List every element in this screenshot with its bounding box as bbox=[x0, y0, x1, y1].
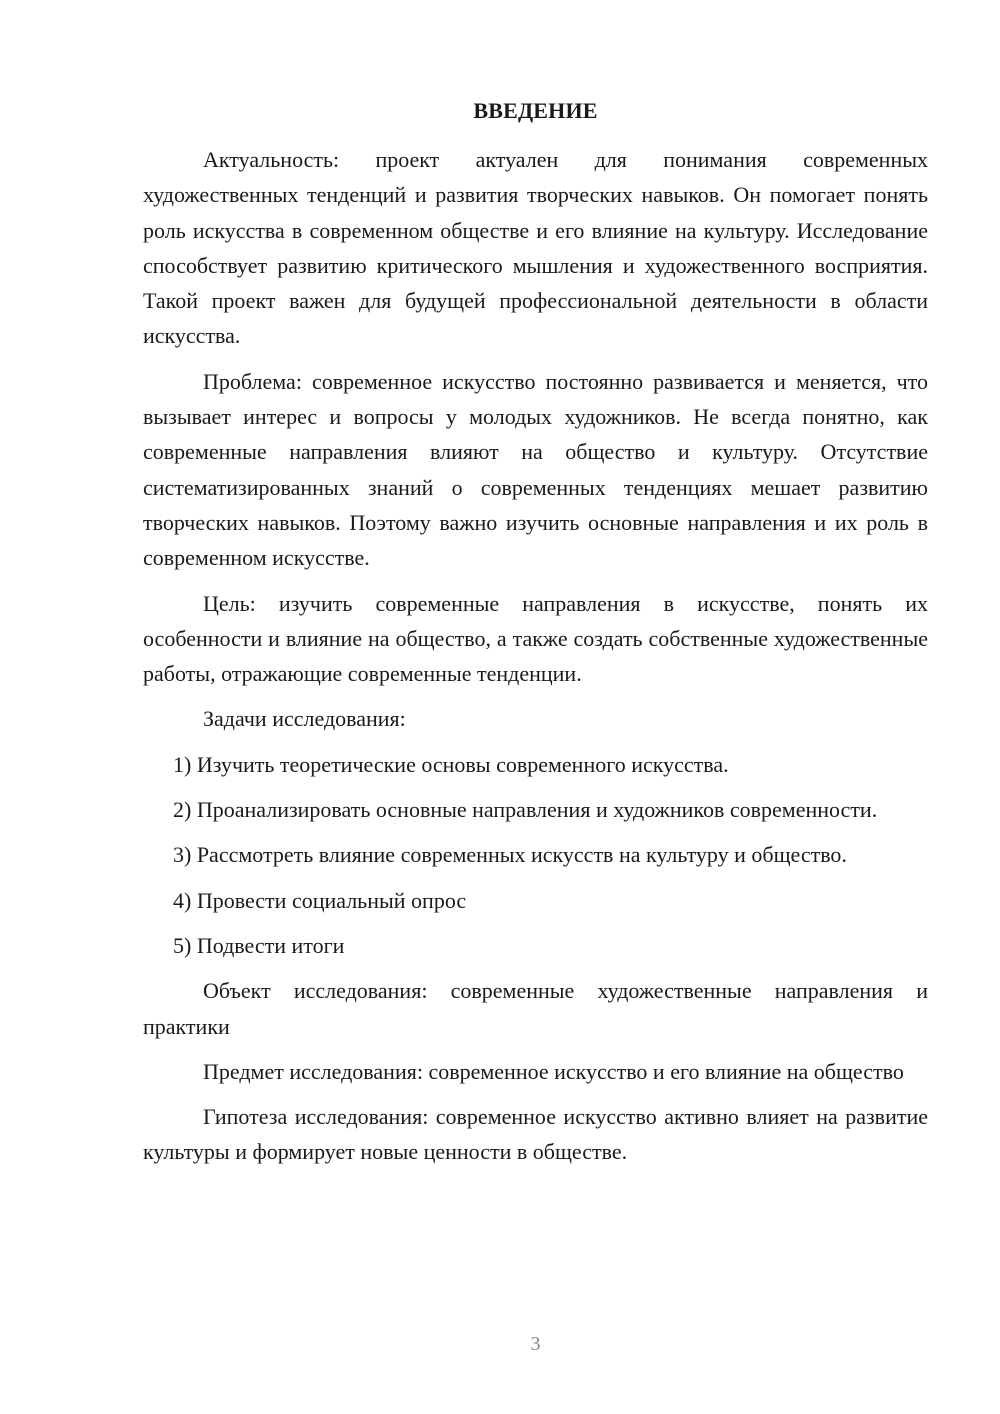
object-paragraph: Объект исследования: современные художественные направления и практики bbox=[143, 978, 928, 1039]
task-item: 2) Проанализировать основные направления и художников современности. bbox=[173, 797, 878, 823]
task-item: 3) Рассмотреть влияние современных искусств на культуру и общество. bbox=[173, 842, 847, 868]
document-body bbox=[143, 142, 928, 1170]
page-number: 3 bbox=[530, 1333, 541, 1355]
relevance-paragraph: Актуальность: проект актуален для понимания современных художественных тенденций и развития творческих навыков. Он помогает понять роль искусства в современном обществе и его влияние на культуру. Исследование способствует развитию критического мышления и художественного восприятия. Такой проект важен для будущей профессиональной деятельности в области искусства. bbox=[143, 147, 928, 349]
task-item: 4) Провести социальный опрос bbox=[173, 887, 467, 913]
hypothesis-paragraph: Гипотеза исследования: современное искусство активно влияет на развитие культуры и формирует новые ценности в обществе. bbox=[143, 1104, 928, 1165]
problem-paragraph: Проблема: современное искусство постоянно развивается и меняется, что вызывает интерес и вопросы у молодых художников. Не всегда понятно, как современные направления влияют на общество и культуру. Отсутствие систематизированных знаний о современных тенденциях мешает развитию творческих навыков. Поэтому важно изучить основные направления и их роль в современном искусстве. bbox=[143, 368, 928, 571]
task-item: 1) Изучить теоретические основы современного искусства. bbox=[173, 751, 729, 777]
task-item: 5) Подвести итоги bbox=[173, 932, 345, 958]
document-page bbox=[143, 0, 928, 1414]
subject-paragraph: Предмет исследования: современное искусство и его влияние на общество bbox=[203, 1058, 904, 1084]
goal-paragraph: Цель: изучить современные направления в искусстве, понять их особенности и влияние на общество, а также создать собственные художественные работы, отражающие современные тенденции. bbox=[143, 590, 928, 687]
tasks-title: Задачи исследования: bbox=[203, 706, 406, 732]
section-heading: ВВЕДЕНИЕ bbox=[473, 98, 598, 123]
